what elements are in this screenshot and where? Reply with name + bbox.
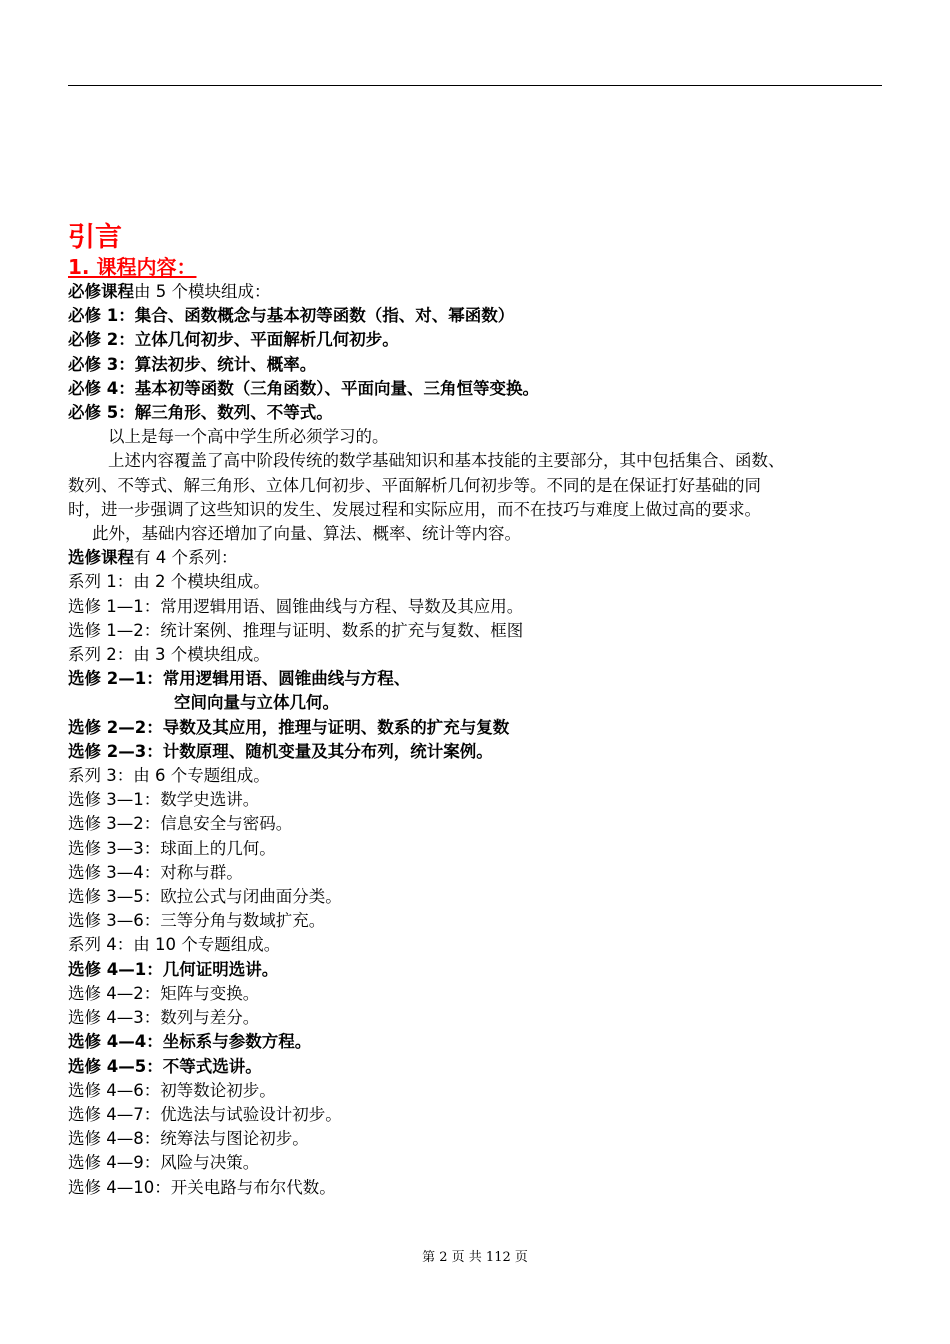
list-item: 选修 4—8：统筹法与图论初步。 — [68, 1129, 309, 1149]
required-note: 以上是每一个高中学生所必须学习的。 — [108, 427, 389, 447]
header-rule — [68, 85, 882, 86]
list-item: 选修 4—7：优选法与试验设计初步。 — [68, 1104, 342, 1124]
list-item: 选修 4—4：坐标系与参数方程。 — [68, 1032, 312, 1052]
list-item: 选修 4—6：初等数论初步。 — [68, 1080, 276, 1100]
list-item: 选修 3—2：信息安全与密码。 — [68, 814, 293, 834]
list-item: 选修 4—9：风险与决策。 — [68, 1153, 260, 1173]
list-item: 选修 4—5：不等式选讲。 — [68, 1056, 262, 1076]
required-intro-rest: 由 5 个模块组成： — [134, 282, 271, 301]
series-1-title: 系列 1：由 2 个模块组成。 — [68, 572, 270, 592]
list-item-continuation: 空间向量与立体几何。 — [174, 693, 339, 713]
elective-intro — [68, 546, 888, 570]
list-item: 选修 2—1：常用逻辑用语、圆锥曲线与方程、 — [68, 669, 411, 689]
paragraph-line-1: 上述内容覆盖了高中阶段传统的数学基础知识和基本技能的主要部分，其中包括集合、函数、 — [108, 451, 785, 471]
required-module-3: 必修 3：算法初步、统计、概率。 — [68, 354, 317, 374]
list-item: 选修 4—2：矩阵与变换。 — [68, 983, 260, 1003]
additional-note: 此外，基础内容还增加了向量、算法、概率、统计等内容。 — [92, 524, 521, 544]
elective-intro-rest: 有 4 个系列： — [134, 548, 238, 568]
series-2-title: 系列 2：由 3 个模块组成。 — [68, 645, 270, 665]
required-intro — [68, 280, 888, 304]
required-module-5: 必修 5：解三角形、数列、不等式。 — [68, 403, 333, 423]
list-item: 选修 1—1：常用逻辑用语、圆锥曲线与方程、导数及其应用。 — [68, 596, 524, 616]
list-item: 选修 2—2：导数及其应用，推理与证明、数系的扩充与复数 — [68, 717, 510, 737]
list-item: 选修 4—1：几何证明选讲。 — [68, 959, 279, 979]
page-heading: 引言 — [68, 222, 122, 253]
required-intro-bold: 必修课程 — [68, 282, 134, 301]
page-footer: 第 2 页 共 112 页 — [422, 1250, 528, 1265]
elective-intro-bold: 选修课程 — [68, 548, 134, 568]
required-module-1: 必修 1：集合、函数概念与基本初等函数（指、对、幂函数） — [68, 306, 515, 326]
series-4-title: 系列 4：由 10 个专题组成。 — [68, 935, 281, 955]
list-item: 选修 3—5：欧拉公式与闭曲面分类。 — [68, 887, 342, 907]
list-item: 选修 3—6：三等分角与数域扩充。 — [68, 911, 326, 931]
paragraph-line-3: 时，进一步强调了这些知识的发生、发展过程和实际应用，而不在技巧与难度上做过高的要求。 — [68, 499, 761, 519]
paragraph-line-2: 数列、不等式、解三角形、立体几何初步、平面解析几何初步等。不同的是在保证打好基础的同 — [68, 475, 761, 495]
series-3-title: 系列 3：由 6 个专题组成。 — [68, 766, 270, 786]
list-item: 选修 4—10：开关电路与布尔代数。 — [68, 1177, 336, 1197]
list-item: 选修 3—4：对称与群。 — [68, 862, 243, 882]
list-item: 选修 2—3：计数原理、随机变量及其分布列，统计案例。 — [68, 741, 493, 761]
list-item: 选修 4—3：数列与差分。 — [68, 1008, 260, 1028]
list-item: 选修 1—2：统计案例、推理与证明、数系的扩充与复数、框图 — [68, 620, 524, 640]
document-body — [68, 222, 888, 1200]
required-module-4: 必修 4：基本初等函数（三角函数）、平面向量、三角恒等变换。 — [68, 378, 539, 398]
list-item: 选修 3—3：球面上的几何。 — [68, 838, 276, 858]
list-item: 选修 3—1：数学史选讲。 — [68, 790, 260, 810]
section-title: 1. 课程内容： — [68, 255, 197, 279]
required-module-2: 必修 2：立体几何初步、平面解析几何初步。 — [68, 330, 399, 350]
